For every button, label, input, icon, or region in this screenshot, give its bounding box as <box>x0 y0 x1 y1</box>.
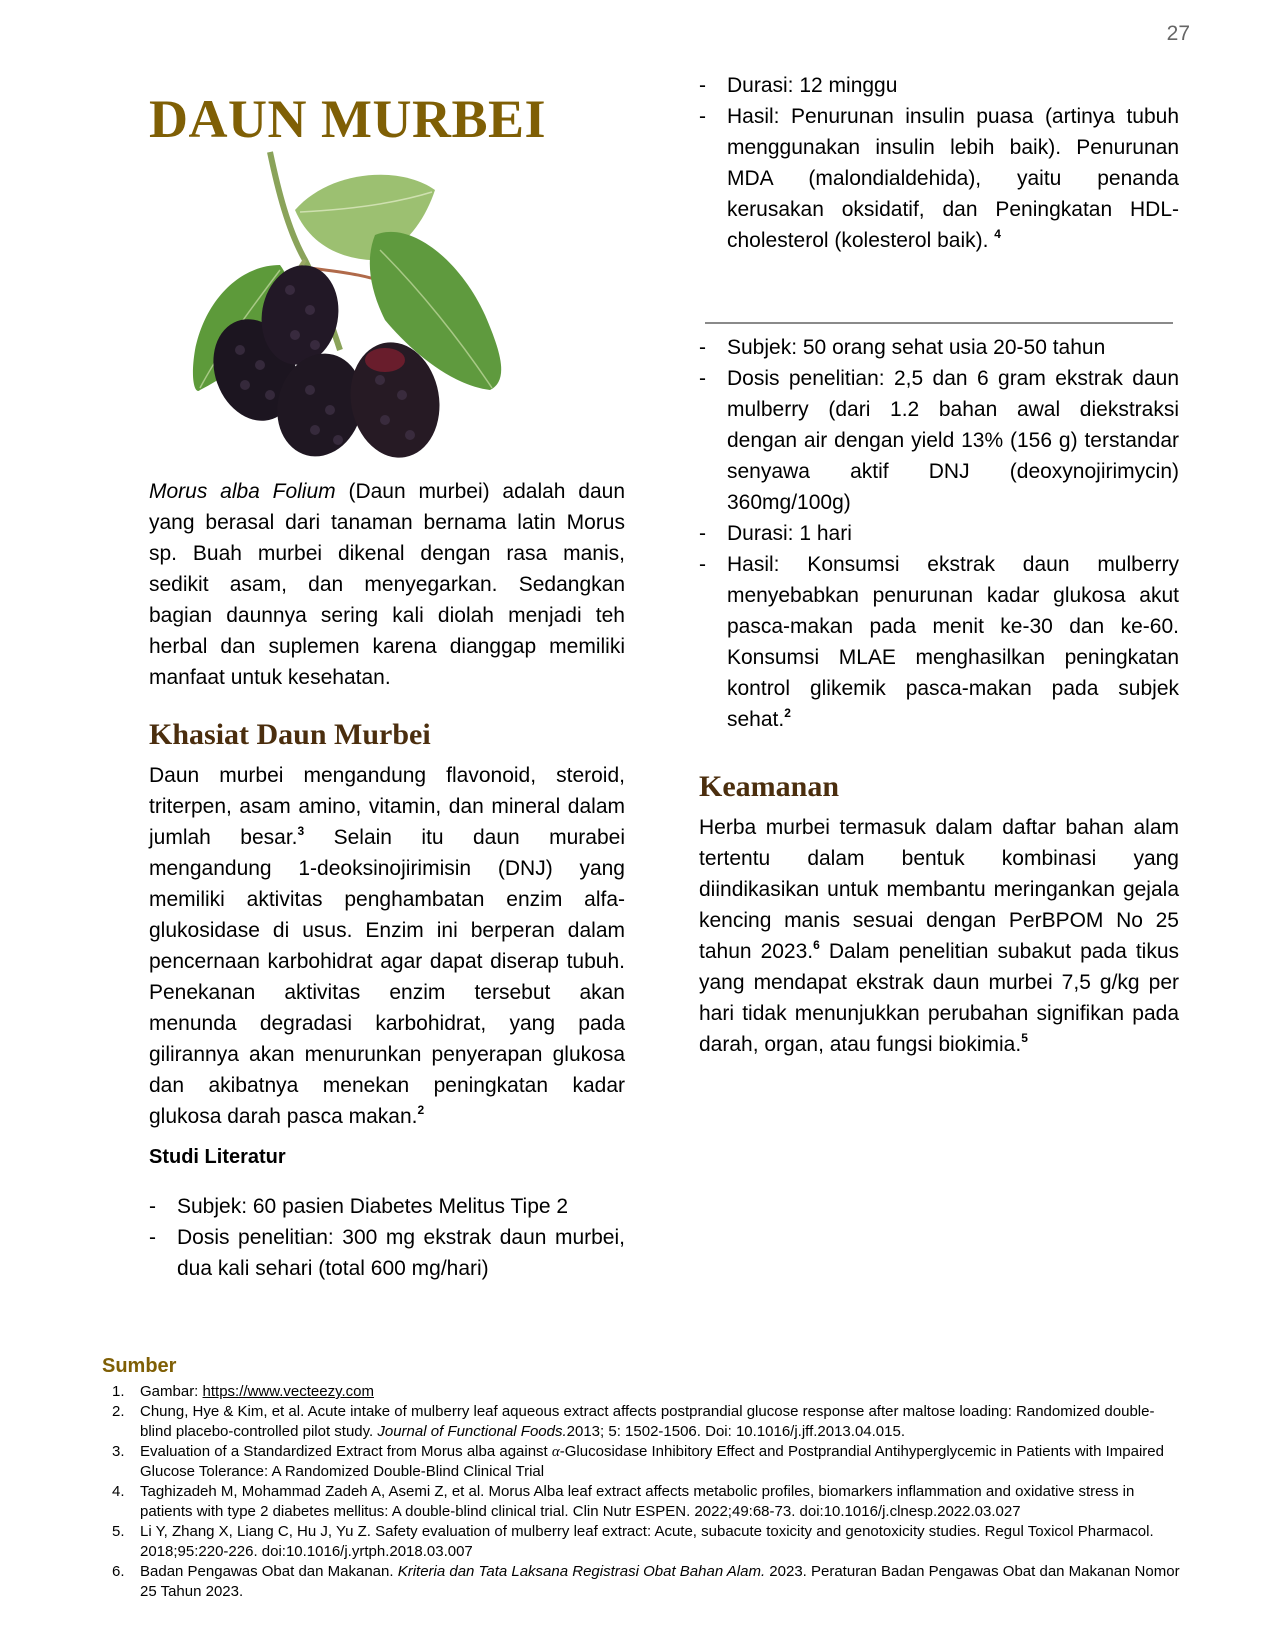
source-item: 6. Badan Pengawas Obat dan Makanan. Kriteria dan Tata Laksana Registrasi Obat Bahan Alam. 2023. Peraturan Badan Pengawas Obat dan Makanan Nomor 25 Tahun 2023. <box>112 1563 1180 1600</box>
citation-ref: 4 <box>994 227 1001 241</box>
source-item: 3. Evaluation of a Standardized Extract from Morus alba against α-Glucosidase Inhibitory Effect and Postprandial Antihyperglycemic in Patients with Impaired Glucose Tolerance: A Randomized Double-Blind Clinical Trial <box>112 1443 1164 1480</box>
keamanan-paragraph: Herba murbei termasuk dalam daftar bahan alam tertentu dalam bentuk kombinasi yang diindikasikan untuk membantu meringankan gejala kencing manis sesuai dengan PerBPOM No 25 tahun 2023.$^6$ Dalam penelitian subakut pada tikus yang mendapat ekstrak daun murbei 7,5 g/kg per hari tidak menunjukkan perubahan signifikan pada darah, organ, atau fungsi biokimia.$^5$ <box>699 816 1180 1056</box>
list-item: - Subjek: 60 pasien Diabetes Melitus Tipe 2 <box>149 1191 625 1222</box>
list-item: - Durasi: 12 minggu <box>699 70 1179 101</box>
sources-list <box>102 1382 1182 1602</box>
khasiat-heading: Khasiat Daun Murbei <box>149 718 431 751</box>
list-item: - Durasi: 1 hari <box>699 518 1179 549</box>
study2-list <box>699 332 1179 735</box>
mulberry-branch-image <box>170 150 510 460</box>
keamanan-section <box>699 770 1179 1060</box>
source-item: 4. Taghizadeh M, Mohammad Zadeh A, Asemi Z, et al. Morus Alba leaf extract affects metabolic profiles, biomarkers inflammation and oxidative stress in patients with type 2 diabetes mellitus: A double-blind clinical trial. Clin Nutr ESPEN. 2022;49:68-73. doi:10.1016/j.clnesp.2022.03.027 <box>112 1483 1135 1520</box>
study2 <box>699 332 1179 735</box>
khasiat-paragraph: Daun murbei mengandung flavonoid, steroid, triterpen, asam amino, vitamin, dan mineral dalam jumlah besar.$^3$ Selain itu daun murabei mengandung 1-deoksinojirimisin (DNJ) yang memiliki aktivitas penghambatan enzim alfa-glukosidase di usus. Enzim ini berperan dalam pencernaan karbohidrat agar dapat diserap tubuh. Penekanan aktivitas enzim tersebut akan menunda degradasi karbohidrat, yang pada gilirannya akan menurunkan penyerapan glukosa dan akibatnya menekan peningkatan kadar glukosa darah pasca makan.$^2$ <box>149 764 626 1128</box>
page-title: DAUN MURBEI <box>149 89 546 149</box>
studi-heading: Studi Literatur <box>149 1146 286 1168</box>
source-link[interactable]: https://www.vecteezy.com <box>202 1383 374 1400</box>
source-item: 1. Gambar: https://www.vecteezy.com <box>112 1383 374 1400</box>
source-item: 5. Li Y, Zhang X, Liang C, Hu J, Yu Z. Safety evaluation of mulberry leaf extract: Acute, subacute toxicity and genotoxicity studies. Regul Toxicol Pharmacol. 2018;95:220-226. doi:10.1016/j.yrtph.2018.03.007 <box>112 1523 1154 1560</box>
source-item: 2. Chung, Hye & Kim, et al. Acute intake of mulberry leaf aqueous extract affects postprandial glucose response after maltose loading: Randomized double-blind placebo-controlled pilot study. Journal of Functional Foods.2013; 5: 1502-1506. Doi: 10.1016/j.jff.2013.04.015. <box>112 1403 1155 1440</box>
divider <box>705 322 1173 324</box>
sources-heading: Sumber <box>102 1355 177 1377</box>
citation-ref: 6 <box>813 938 820 952</box>
list-item: - Hasil: Konsumsi ekstrak daun mulberry menyebabkan penurunan kadar glukosa akut pasca-makan pada menit ke-30 dan ke-60. Konsumsi MLAE menghasilkan peningkatan kontrol glikemik pasca-makan pada subjek sehat.$^2$ <box>699 549 1179 735</box>
list-item: - Dosis penelitian: 2,5 dan 6 gram ekstrak daun mulberry (dari 1.2 bahan awal diekstraksi dengan air dengan yield 13% (156 g) terstandar senyawa aktif DNJ (deoxynojirimycin) 360mg/100g) <box>699 363 1179 518</box>
citation-ref: 2 <box>417 1103 425 1117</box>
latin-name: Morus alba Folium <box>149 480 336 503</box>
intro-section <box>149 476 625 693</box>
alpha-symbol: α <box>551 1444 560 1460</box>
list-item: - Hasil: Penurunan insulin puasa (artinya tubuh menggunakan insulin lebih baik). Penurunan MDA (malondialdehida), yaitu penanda kerusakan oksidatif, dan Peningkatan HDL-cholesterol (kolesterol baik). $^4$ <box>699 101 1179 256</box>
list-item: - Subjek: 50 orang sehat usia 20-50 tahun <box>699 332 1179 363</box>
citation-ref: 5 <box>1021 1031 1028 1045</box>
khasiat-section <box>149 718 625 1284</box>
citation-ref: 2 <box>784 706 791 720</box>
study1-continued <box>699 70 1179 256</box>
study1-list-part1 <box>149 1191 625 1284</box>
list-item: - Dosis penelitian: 300 mg ekstrak daun murbei, dua kali sehari (total 600 mg/hari) <box>149 1222 625 1284</box>
citation-ref: 3 <box>297 824 305 838</box>
keamanan-heading: Keamanan <box>699 770 840 803</box>
study1-list-part2 <box>699 70 1179 256</box>
page-number: 27 <box>1166 22 1190 45</box>
intro-paragraph: Morus alba Folium (Daun murbei) adalah daun yang berasal dari tanaman bernama latin Morus sp. Buah murbei dikenal dengan rasa manis, sedikit asam, dan menyegarkan. Sedangkan bagian daunnya sering kali diolah menjadi teh herbal dan suplemen karena dianggap memiliki manfaat untuk kesehatan. <box>149 480 625 689</box>
